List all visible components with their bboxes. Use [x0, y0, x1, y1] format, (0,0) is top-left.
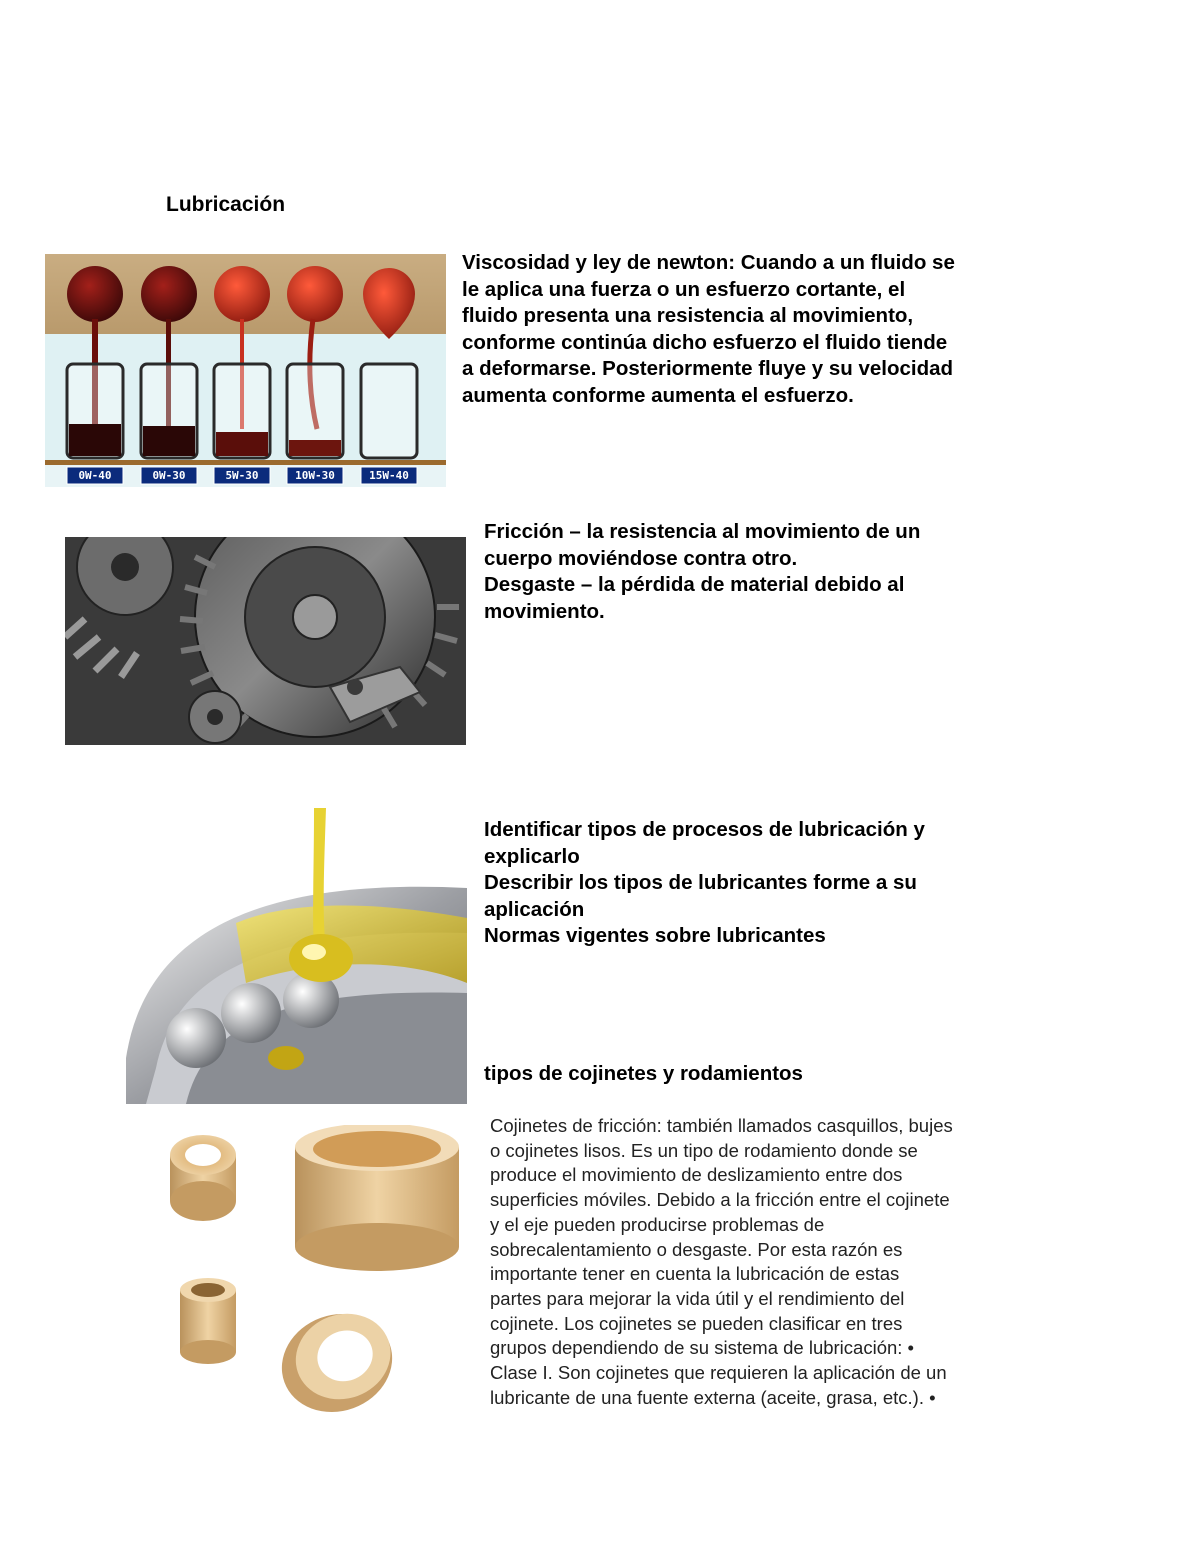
viscosity-paragraph — [462, 250, 955, 410]
text-line: Fricción – la resistencia al movimiento de un — [484, 520, 921, 543]
text-line: Cojinetes de fricción: también llamados casquillos, bujes — [490, 1115, 953, 1136]
text-line: importante tener en cuenta la lubricación de estas — [490, 1263, 900, 1285]
text-line: Describir los tipos de lubricantes forme a su — [484, 871, 917, 895]
grade-label: 0W-40 — [78, 469, 112, 482]
text-line: a deformarse. Posteriormente fluye y su velocidad — [462, 357, 954, 381]
text-line: Normas vigentes sobre lubricantes — [484, 924, 826, 948]
bearing-oil-image — [126, 808, 467, 1104]
text-line: partes para mejorar la vida útil y el rendimiento del — [490, 1287, 905, 1309]
page-title: Lubricación — [166, 193, 286, 216]
bearings-heading: tipos de cojinetes y rodamientos — [484, 1062, 803, 1085]
text-line: Identificar tipos de procesos de lubricación y — [484, 818, 925, 841]
text-line: aumenta conforme aumenta el esfuerzo. — [462, 383, 854, 407]
text-line: Viscosidad y ley de newton: Cuando a un fluido se — [462, 251, 955, 274]
bearings-paragraph — [490, 1114, 953, 1410]
text-line: produce el movimiento de deslizamiento entre dos — [490, 1164, 903, 1186]
text-line: conforme continúa dicho esfuerzo el fluido tiende — [462, 330, 948, 354]
grade-label: 5W-30 — [225, 469, 259, 482]
gears-image — [65, 537, 466, 745]
text-line: o cojinetes lisos. Es un tipo de rodamiento donde se — [490, 1139, 918, 1161]
text-line: y el eje pueden producirse problemas de — [490, 1213, 825, 1235]
objectives-paragraph — [484, 817, 925, 950]
text-line: movimiento. — [484, 599, 605, 623]
friction-paragraph — [484, 519, 920, 625]
text-line: fluido presenta una resistencia al movimiento, — [462, 304, 914, 328]
grade-label: 10W-30 — [295, 469, 335, 482]
text-line: explicarlo — [484, 844, 580, 868]
text-line: sobrecalentamiento o desgaste. Por esta razón es — [490, 1238, 903, 1260]
text-line: cuerpo moviéndose contra otro. — [484, 546, 798, 570]
text-line: Desgaste – la pérdida de material debido al — [484, 573, 905, 597]
text-line: superficies móviles. Debido a la fricción entre el cojinete — [490, 1189, 950, 1211]
grade-label: 0W-30 — [152, 469, 186, 482]
bushings-image — [162, 1125, 462, 1425]
text-line: Clase I. Son cojinetes que requieren la aplicación de un — [490, 1362, 947, 1384]
text-line: aplicación — [484, 897, 585, 921]
text-line: grupos dependiendo de su sistema de lubricación: • — [490, 1337, 915, 1359]
viscosity-image — [45, 254, 446, 487]
text-line: lubricante de una fuente externa (aceite, grasa, etc.). • — [490, 1386, 936, 1408]
text-line: cojinete. Los cojinetes se pueden clasificar en tres — [490, 1312, 903, 1334]
grade-label: 15W-40 — [369, 469, 409, 482]
text-line: le aplica una fuerza o un esfuerzo cortante, el — [462, 277, 906, 301]
